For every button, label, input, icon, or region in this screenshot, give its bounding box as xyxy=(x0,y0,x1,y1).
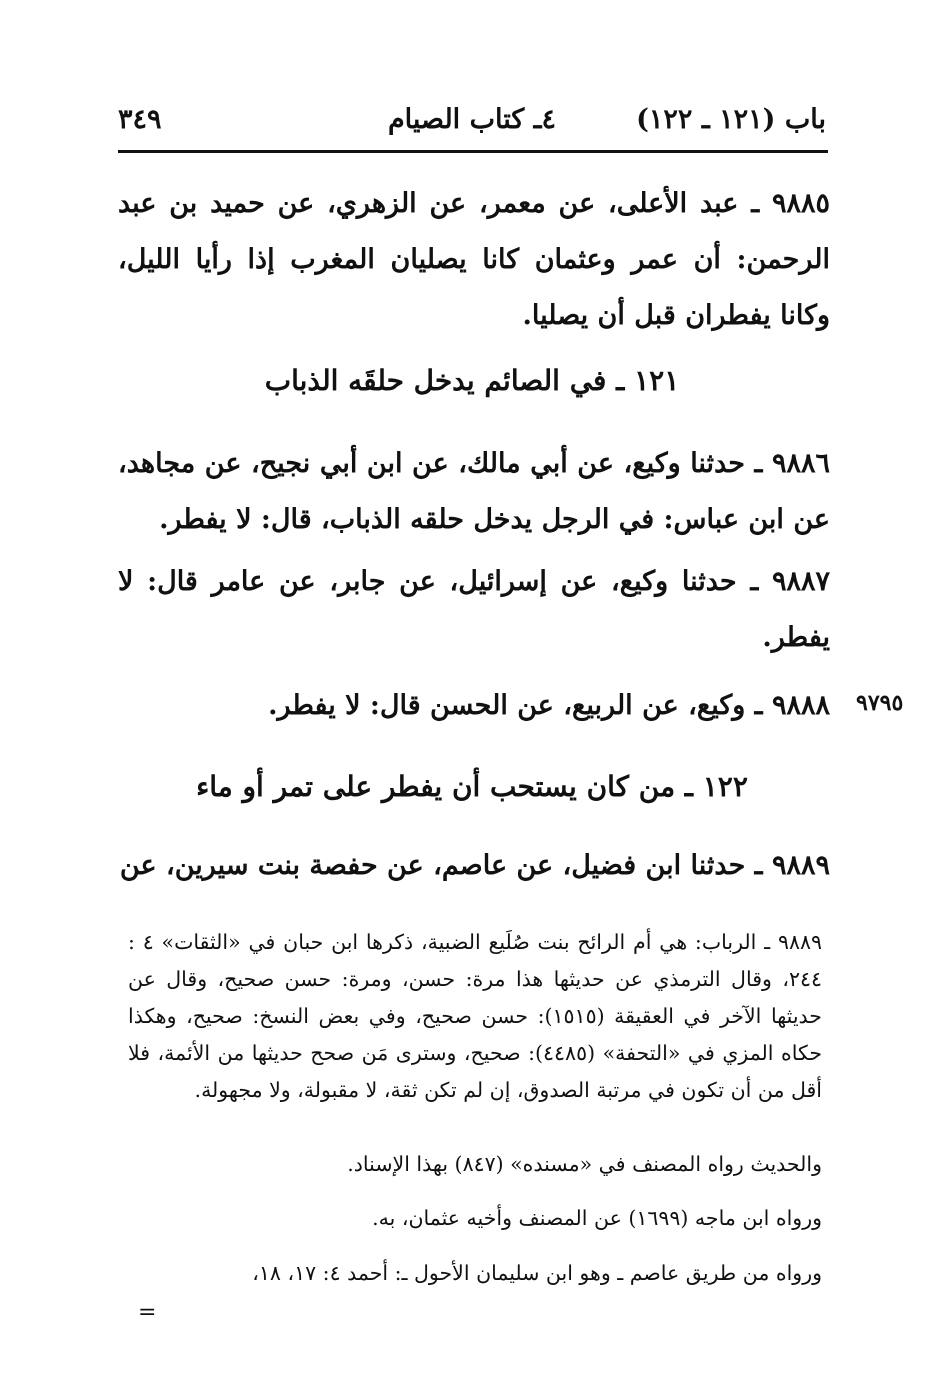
hadith-9885: ٩٨٨٥ ـ عبد الأعلى، عن معمر، عن الزهري، عن حميد بن عبد الرحمن: أن عمر وعثمان كانا يصليان المغرب إذا رأيا الليل، وكانا يفطران قبل أن يصليا. xyxy=(118,188,830,331)
section-title-121: ١٢١ ـ في الصائم يدخل حلقَه الذباب xyxy=(264,364,680,397)
page-number: ٣٤٩ xyxy=(118,104,162,135)
footnote-rabab: ٩٨٨٩ ـ الرباب: هي أم الرائح بنت صُلَيع الضبية، ذكرها ابن حبان في «الثقات» ٤ : ٢٤٤، وقال الترمذي عن حديثها هذا مرة: حسن، ومرة: حسن صحيح، وقال عن حديثها الآخر في العقيقة (١٥١٥): حسن صحيح، وفي بعض النسخ: صحيح، وهكذا حكاه المزي في «التحفة» (٤٤٨٥): صحيح، وسترى مَن صحح حديثها من الأئمة، فلا أقل من أن تكون في مرتبة الصدوق، إن لم تكن ثقة، لا مقبولة، ولا مجهولة. xyxy=(128,930,822,1102)
header-chapter: باب (١٢١ ـ ١٢٢) xyxy=(636,104,826,135)
hadith-9888: ٩٨٨٨ ـ وكيع، عن الربيع، عن الحسن قال: لا يفطر. xyxy=(268,690,830,721)
margin-reference-number: ٩٧٩٥ xyxy=(856,690,904,716)
page-header xyxy=(118,100,826,146)
footnote-ibn-majah: ورواه ابن ماجه (١٦٩٩) عن المصنف وأخيه عثمان، به. xyxy=(372,1206,822,1230)
header-book-title: ٤ـ كتاب الصيام xyxy=(387,104,557,135)
continuation-mark: = xyxy=(138,1300,157,1325)
hadith-9887: ٩٨٨٧ ـ حدثنا وكيع، عن إسرائيل، عن جابر، عن عامر قال: لا يفطر. xyxy=(118,566,830,653)
section-title-122: ١٢٢ ـ من كان يستحب أن يفطر على تمر أو ماء xyxy=(196,770,748,803)
header-rule xyxy=(118,150,828,153)
hadith-9889: ٩٨٨٩ ـ حدثنا ابن فضيل، عن عاصم، عن حفصة بنت سيرين، عن xyxy=(119,850,830,881)
hadith-9886: ٩٨٨٦ ـ حدثنا وكيع، عن أبي مالك، عن ابن أبي نجيح، عن مجاهد، عن ابن عباس: في الرجل يدخل حلقه الذباب، قال: لا يفطر. xyxy=(118,448,830,535)
footnote-asim-route: ورواه من طريق عاصم ـ وهو ابن سليمان الأحول ـ: أحمد ٤: ١٧، ١٨، xyxy=(252,1261,822,1285)
footnote-musnad: والحديث رواه المصنف في «مسنده» (٨٤٧) بهذا الإسناد. xyxy=(347,1152,822,1176)
